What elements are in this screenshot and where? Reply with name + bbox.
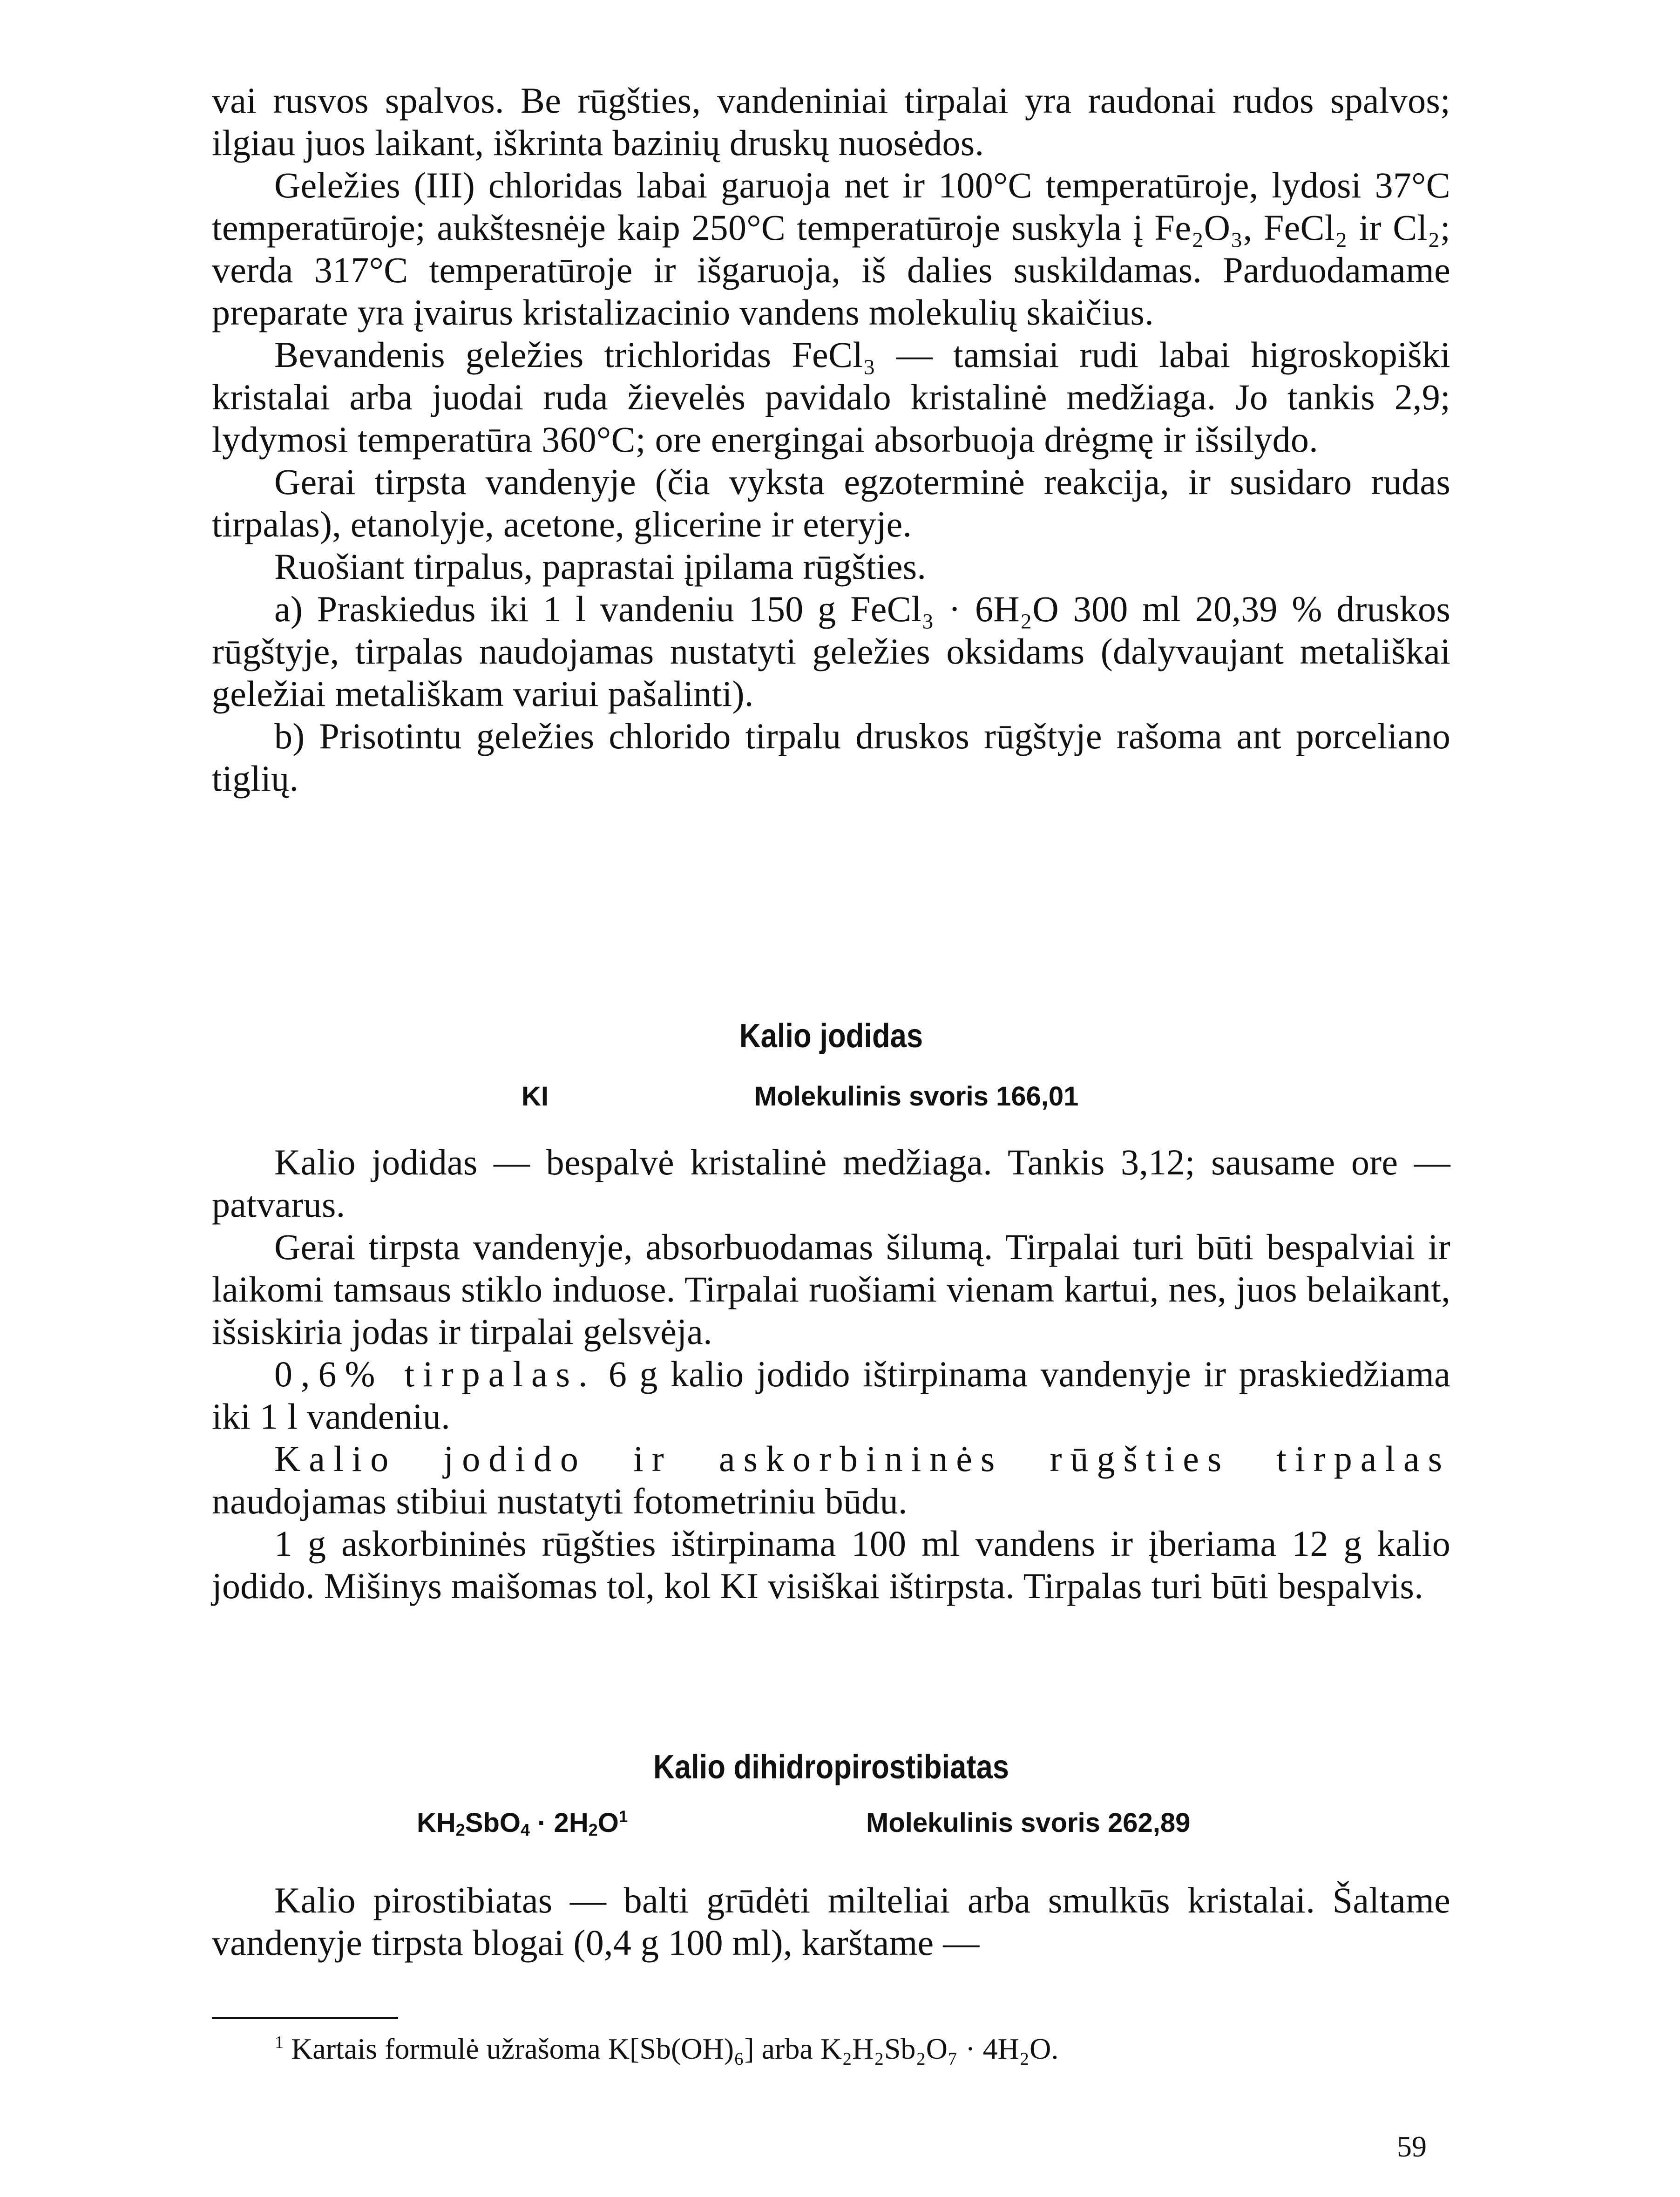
formula-part: O	[597, 1808, 619, 1838]
section-title-kalio-dihidropirostibiatas: Kalio dihidropirostibiatas	[653, 1749, 1009, 1786]
paragraph-solution-1	[212, 1353, 1450, 1438]
footnote-divider	[212, 2017, 398, 2019]
solution-1-text: 6 g kalio jodido ištirpinama vandenyje ir praskiedžiama iki 1 l vandeniu.	[212, 1354, 1450, 1437]
paragraph: Gerai tirpsta vandenyje, absorbuodamas šilumą. Tirpalai turi būti bespalviai ir laikomi tamsaus stiklo induose. Tirpalai ruošiami vienam kartui, nes, juos belaikant, išsiskiria jodas ir tirpalai gelsvėja.	[212, 1227, 1450, 1352]
paragraph: Kalio jodidas — bespalvė kristalinė medžiaga. Tankis 3,12; sausame ore — patvarus.	[212, 1142, 1450, 1225]
formula-subscript: 2	[455, 1820, 465, 1839]
paragraph: Kalio pirostibiatas — balti grūdėti milteliai arba smulkūs kristalai. Šaltame vandenyje tirpsta blogai (0,4 g 100 ml), karštame —	[212, 1880, 1450, 1963]
formula-part: · 2H	[530, 1808, 589, 1838]
footnote-marker: 1	[275, 2032, 284, 2052]
paragraph-solution-2	[212, 1438, 1450, 1522]
solution-2-label: Kalio jodido ir askorbininės rūgšties tirpalas	[274, 1438, 1450, 1479]
section-kalio-jodidas-text	[212, 1141, 1450, 1607]
paragraph: vai rusvos spalvos. Be rūgšties, vandeniniai tirpalai yra raudonai rudos spalvos; ilgiau juos laikant, iškrinta bazinių druskų nuosėdos.	[212, 80, 1450, 163]
formula-subscript: 4	[521, 1820, 530, 1839]
paragraph: Gerai tirpsta vandenyje (čia vyksta egzoterminė reakcija, ir susidaro rudas tirpalas), etanolyje, acetone, glicerine ir eteryje.	[212, 461, 1450, 544]
formula-ki: KI	[522, 1081, 549, 1112]
paragraph: Ruošiant tirpalus, paprastai įpilama rūgšties.	[274, 546, 927, 587]
page-number: 59	[1397, 2130, 1427, 2163]
solution-2-text: naudojamas stibiui nustatyti fotometriniu būdu.	[212, 1481, 908, 1521]
section-geležies-chloridas-text	[212, 79, 1450, 800]
paragraph: Geležies (III) chloridas labai garuoja net ir 100°C temperatūroje, lydosi 37°C temperatūroje; aukštesnėje kaip 250°C temperatūroje suskyla į Fe₂O₃, FeCl₂ ir Cl₂; verda 317°C temperatūroje ir išgaruoja, iš dalies suskildamas. Parduodamame preparate yra įvairus kristalizacinio vandens molekulių skaičius.	[212, 165, 1450, 332]
formula-part: SbO	[465, 1808, 521, 1838]
molar-mass-ki: Molekulinis svoris 166,01	[754, 1081, 1079, 1112]
formula-part: KH	[417, 1808, 456, 1838]
formula-subscript: 2	[588, 1820, 598, 1839]
footnote-text: Kartais formulė užrašoma K[Sb(OH)₆] arba K₂H₂Sb₂O₇ · 4H₂O.	[291, 2032, 1059, 2065]
paragraph: Bevandenis geležies trichloridas FeCl₃ — tamsiai rudi labai higroskopiški kristalai arba juodai ruda žievelės pavidalo kristalinė medžiaga. Jo tankis 2,9; lydymosi temperatūra 360°C; ore energingai absorbuoja drėgmę ir išsilydo.	[212, 334, 1450, 460]
formula-kh2sbo4	[417, 1807, 628, 1839]
paragraph: a) Praskiedus iki 1 l vandeniu 150 g FeCl₃ · 6H₂O 300 ml 20,39 % druskos rūgštyje, tirpalas naudojamas nustatyti geležies oksidams (dalyvaujant metališkai geležiai metališkam variui pašalinti).	[212, 589, 1450, 714]
paragraph: 1 g askorbininės rūgšties ištirpinama 100 ml vandens ir įberiama 12 g kalio jodido. Mišinys maišomas tol, kol KI visiškai ištirpsta. Tirpalas turi būti bespalvis.	[212, 1523, 1450, 1606]
section-title-kalio-jodidas: Kalio jodidas	[739, 1017, 923, 1055]
paragraph: b) Prisotintu geležies chlorido tirpalu druskos rūgštyje rašoma ant porceliano tiglių.	[212, 716, 1450, 799]
solution-1-label: 0,6% tirpalas.	[274, 1354, 596, 1394]
footnote-reference: 1	[618, 1808, 628, 1826]
molar-mass-kh2sbo4: Molekulinis svoris 262,89	[866, 1808, 1191, 1838]
footnote	[275, 2030, 1058, 2068]
section-kalio-dihidropirostibiatas-text	[212, 1879, 1450, 1964]
